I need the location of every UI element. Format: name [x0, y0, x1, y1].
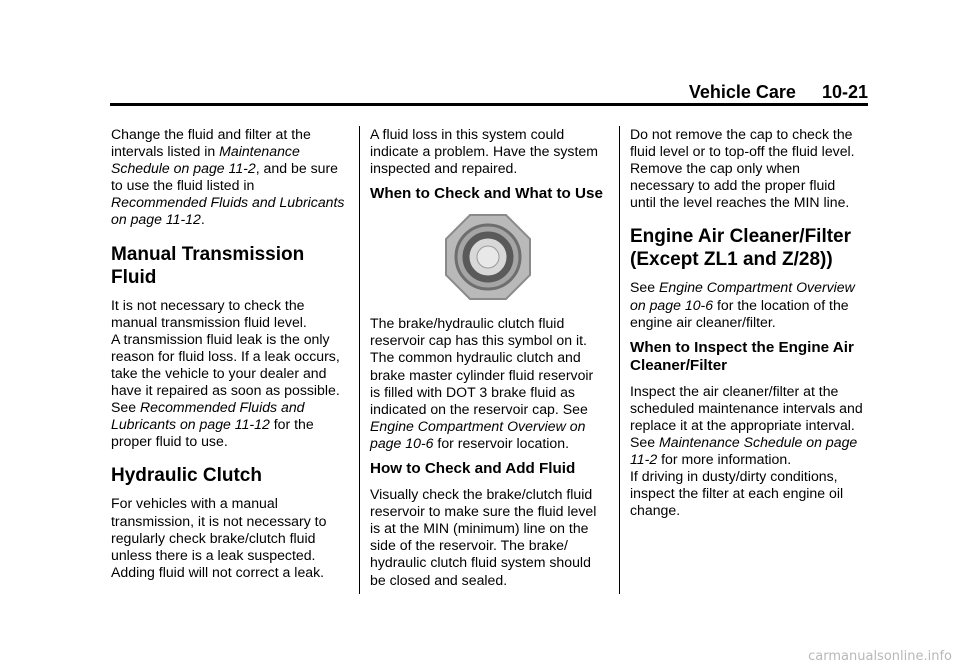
engine-compartment-link-2[interactable]: Engine Compartment Overview on page 10-6 — [630, 279, 855, 313]
column-3 — [630, 126, 865, 528]
maintenance-schedule-link-2[interactable]: Maintenance Schedule on page 11-2 — [630, 434, 858, 468]
heading-when-to-check: When to Check and What to Use — [370, 185, 603, 203]
air-cleaner-location-paragraph: See Engine Compartment Overview on page 10-6 for the location of the engine air cleaner/filter. — [630, 279, 855, 330]
header-rule — [110, 103, 868, 106]
heading-how-to-check: How to Check and Add Fluid — [370, 460, 576, 478]
watermark: carmanualsonline.info — [808, 649, 952, 664]
check-fluid-paragraph: Visually check the brake/clutch fluid reservoir to make sure the fluid level is at the MIN (minimum) line on the side of the reservoir. The brake/ hydraulic clutch fluid system should be closed and sealed. — [370, 486, 597, 588]
fluid-loss-paragraph: A fluid loss in this system could indicate a problem. Have the system inspected and repaired. — [370, 126, 598, 177]
hydraulic-clutch-paragraph: For vehicles with a manual transmission, it is not necessary to regularly check brake/clutch fluid unless there is a leak suspected. Adding fluid will not correct a leak. — [111, 495, 327, 580]
page-number: 10-21 — [821, 82, 868, 102]
column-divider-2 — [619, 126, 620, 594]
cap-removal-paragraph: Do not remove the cap to check the fluid level or to top-off the fluid level. Remove the cap only when necessary to add the proper fluid until the level reaches the MIN line. — [630, 126, 855, 211]
heading-hydraulic-clutch: Hydraulic Clutch — [111, 465, 262, 487]
inspect-paragraph: Inspect the air cleaner/filter at the scheduled maintenance intervals and replace it at the appropriate interval. See Maintenance Schedule on page 11-2 for more information. If driving in dusty/dirty conditions, inspect the filter at each engine oil change. — [630, 382, 863, 519]
heading-engine-air-cleaner: Engine Air Cleaner/Filter (Except ZL1 and Z/28)) — [630, 226, 852, 271]
heading-manual-transmission-fluid: Manual Transmission Fluid — [111, 243, 305, 288]
recommended-fluids-link-2[interactable]: Recommended Fluids and Lubricants on page 11-12 — [111, 399, 305, 433]
column-divider-1 — [359, 126, 360, 594]
column-1 — [111, 126, 346, 589]
engine-compartment-link[interactable]: Engine Compartment Overview on page 10-6 — [370, 417, 586, 451]
brake-fluid-cap-symbol-icon — [444, 213, 532, 301]
recommended-fluids-link[interactable]: Recommended Fluids and Lubricants on page 11-12 — [111, 194, 345, 228]
intro-paragraph: Change the fluid and filter at the intervals listed in Maintenance Schedule on page 11-2, and be sure to use the fluid listed in Recommended Fluids and Lubricants on page 11-12. — [111, 126, 345, 228]
heading-when-to-inspect: When to Inspect the Engine Air Cleaner/Filter — [630, 338, 854, 374]
maintenance-schedule-link[interactable]: Maintenance Schedule on page 11-2 — [111, 143, 300, 177]
brake-fluid-symbol — [370, 213, 605, 301]
page-header — [110, 82, 868, 102]
manual-transmission-paragraph: It is not necessary to check the manual transmission fluid level. A transmission fluid leak is the only reason for fluid loss. If a leak occurs, take the vehicle to your dealer and have it repaired as soon as possible. See Recommended Fluids and Lubricants on page 11-12 for the proper fluid to use. — [111, 296, 340, 450]
column-2 — [370, 126, 605, 597]
reservoir-cap-paragraph: The brake/hydraulic clutch fluid reservoir cap has this symbol on it. The common hydraulic clutch and brake master cylinder fluid reservoir is filled with DOT 3 brake fluid as indicated on the reservoir cap. See Engine Compartment Overview on page 10-6 for reservoir location. — [370, 315, 594, 451]
section-title: Vehicle Care — [688, 82, 796, 102]
